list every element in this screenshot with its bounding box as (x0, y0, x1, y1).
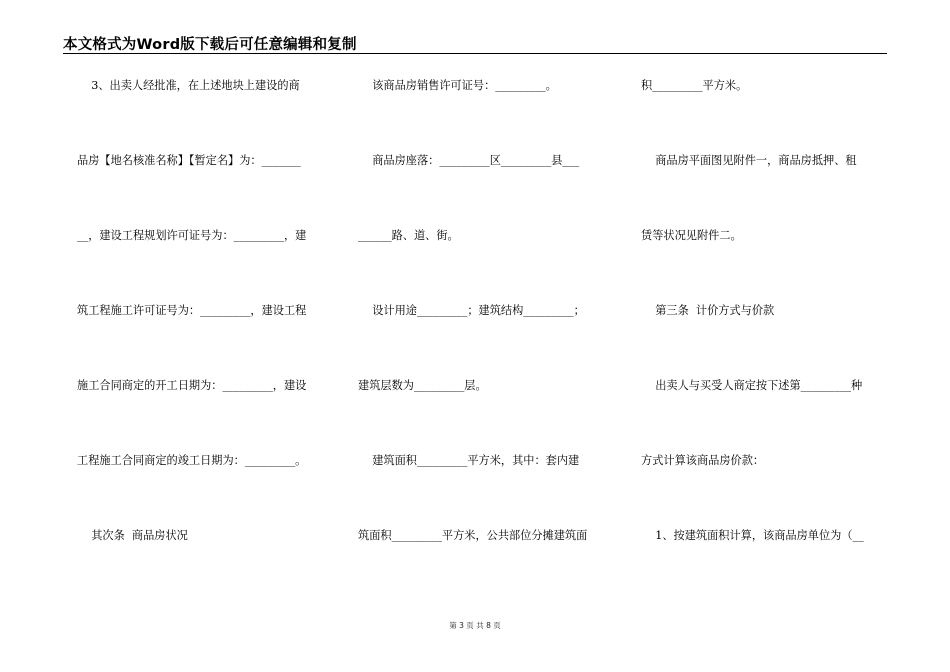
text-line: ______路、道、街。 (358, 229, 459, 242)
text-line: 筑工程施工许可证号为：_________，建设工程 (77, 304, 307, 317)
text-line: 赁等状况见附件二。 (641, 229, 742, 242)
text-line: __，建设工程规划许可证号为：_________，建 (77, 229, 307, 242)
text-line: 3、出卖人经批准，在上述地块上建设的商 (77, 79, 300, 92)
text-line: 1、按建筑面积计算，该商品房单位为（__ (641, 529, 864, 542)
text-line: 筑面积_________平方米，公共部位分摊建筑面 (358, 529, 588, 542)
header-rule (63, 53, 887, 54)
text-line: 设计用途_________；建筑结构_________； (358, 304, 585, 317)
section-heading: 其次条 商品房状况 (77, 529, 188, 542)
text-line: 该商品房销售许可证号：_________。 (358, 79, 557, 92)
text-line: 积_________平方米。 (641, 79, 748, 92)
document-header: 本文格式为Word版下载后可任意编辑和复制 (63, 37, 357, 53)
text-line: 商品房平面图见附件一，商品房抵押、租 (641, 154, 857, 167)
text-line: 商品房座落：_________区_________县___ (358, 154, 580, 167)
text-line: 方式计算该商品房价款： (641, 454, 765, 467)
text-line: 施工合同商定的开工日期为：_________，建设 (77, 379, 307, 392)
text-line: 出卖人与买受人商定按下述第_________种 (641, 379, 863, 392)
text-line: 建筑面积_________平方米，其中：套内建 (358, 454, 580, 467)
text-line: 工程施工合同商定的竣工日期为：_________。 (77, 454, 307, 467)
page-number: 第 3 页 共 8 页 (449, 621, 501, 630)
text-line: 建筑层数为_________层。 (358, 379, 487, 392)
text-line: 品房【地名核准名称】【暂定名】为：_______ (77, 154, 301, 167)
section-heading: 第三条 计价方式与价款 (641, 304, 775, 317)
